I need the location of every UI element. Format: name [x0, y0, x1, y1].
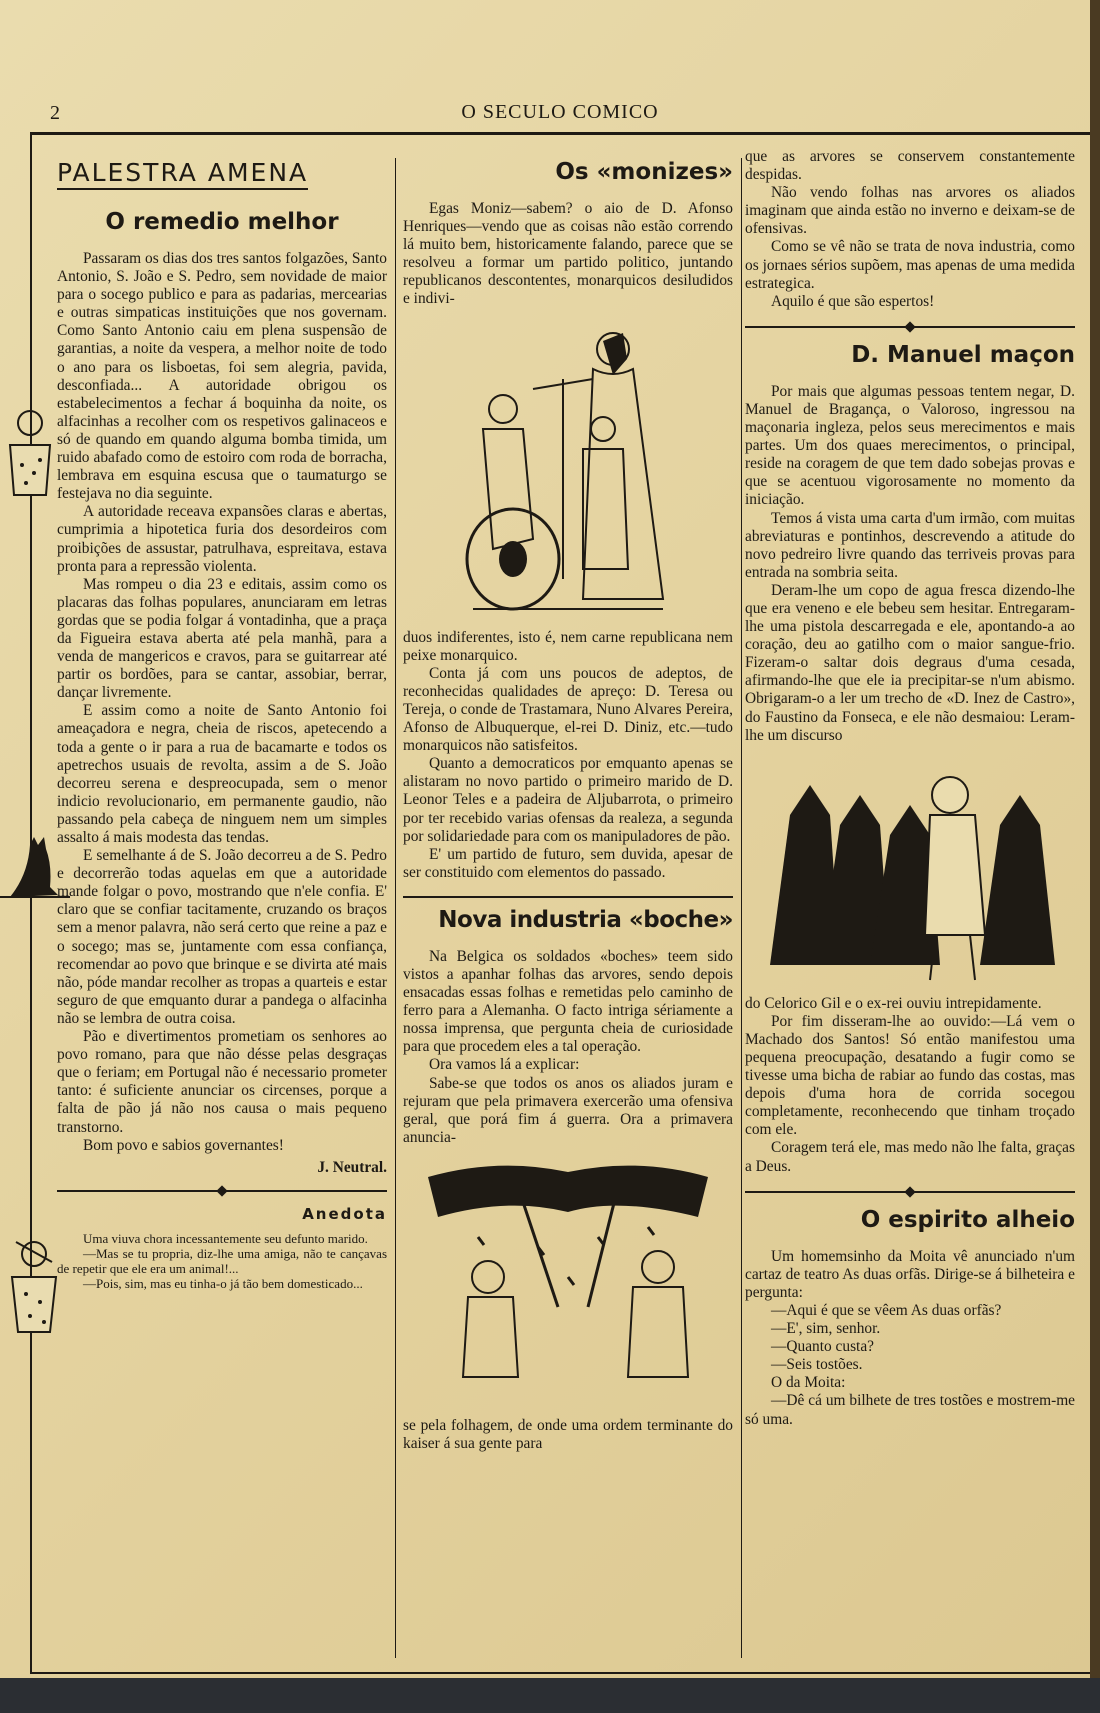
article-paragraph: Sabe-se que todos os anos os aliados juram e rejuram que pela primavera exercerão uma ofensiva geral, que porá fim á guerra. Ora a primavera anuncia-	[403, 1074, 733, 1146]
page-edge	[1090, 0, 1100, 1713]
article-paragraph: Pão e divertimentos prometiam os senhores ao povo romano, para que não désse pelas desgraças que o feriam; em Portugal não é necessario prometer tanto: é suficiente anunciar os circenses, porque a falta de pão já não nos causa o mais pequeno transtorno.	[57, 1028, 387, 1136]
article-paragraph: Ora vamos lá a explicar:	[429, 1056, 580, 1074]
article-paragraph: Na Belgica os soldados «boches» teem sido vistos a apanhar folhas das arvores, sendo depois ensacadas essas folhas e remetidas pelo caminho de ferro para a Alemanha. O facto intriga sériamente a nossa imprensa, que pergunta cheia de curiosidade para que procedem eles a tal operação.	[403, 947, 733, 1056]
dialogue-line: —Quanto custa?	[771, 1338, 875, 1356]
dialogue-line: —Aqui é que se vêem As duas orfãs?	[771, 1301, 1002, 1319]
column-3	[745, 148, 1075, 1429]
article-paragraph: E semelhante á de S. João decorreu a de S. Pedro e decorrerão todas aquelas em que a autoridade mande folgar o povo, mostrando que n'ele confia. E' claro que se confiar tacitamente, cruzando os braços sem a menor palavra, não será certo que reine a paz e o socego; mas se, juntamente com essa confiança, recomendar ao povo que brinque e se divirta até mais não, póde mandar recolher as tropas a quarteis e estar seguro de que emquanto durar a pandega o alfacinha não se lembra de outra coisa.	[57, 847, 387, 1027]
page-header	[30, 96, 1090, 135]
article-paragraph: Um homemsinho da Moita vê anunciado n'um cartaz de teatro As duas orfãs. Dirige-se á bilheteira e pergunta:	[745, 1247, 1075, 1301]
masthead: O SECULO COMICO	[461, 101, 659, 123]
dialogue-line: —Seis tostões.	[771, 1356, 863, 1374]
article-paragraph: E' um partido de futuro, sem duvida, apesar de ser constituido com elementos do passado.	[403, 845, 733, 881]
article-paragraph: que as arvores se conservem constantemente despidas.	[745, 148, 1075, 184]
ornamental-divider	[745, 323, 1075, 331]
article-title-monizes: Os «monizes»	[555, 159, 733, 185]
article-paragraph: Mas rompeu o dia 23 e editais, assim como os placaras das folhas populares, anunciaram em letras gordas que se podia folgar á vontadinha, que a praça da Figueira estava aberta até pela manhã, para a venda de mangericos e cravos, para se guitarrear até partir os bordões, para se cantar, assobiar, berrar, dançar livremente.	[57, 575, 387, 702]
dialogue-line: —E', sim, senhor.	[771, 1320, 881, 1338]
section-label: PALESTRA AMENA	[57, 158, 308, 190]
article-paragraph: Conta já com uns poucos de adeptos, de reconhecidas qualidades de apreço: D. Teresa ou Tereja, o conde de Trastamara, Nuno Alvares Pereira, Afonso de Albuquerque, el-rei D. Diniz, etc.—tudo monarquicos não satisfeitos.	[403, 664, 733, 755]
article-paragraph: Por mais que algumas pessoas tentem negar, D. Manuel de Bragança, o Valoroso, ingressou na maçonaria ingleza, pelos seus merecimentos e mais partes. Um dos quaes merecimentos, o principal, reside na coragem de que tem dado sobejas provas e que se acentuou vigorosamente no momento da iniciação.	[745, 382, 1075, 509]
column-rule-1	[395, 158, 396, 1658]
article-paragraph: A autoridade receava expansões claras e abertas, cumprimia a hipotetica furia dos desordeiros com proibições de assustar, patrulhava, espreitava, estava pronta para a repressão violenta.	[57, 503, 387, 575]
illustration-tree-soldiers	[418, 1157, 718, 1407]
article-title: O remedio melhor	[105, 209, 339, 235]
column-rule-2	[741, 158, 742, 1658]
article-paragraph: Passaram os dias dos tres santos folgazões, Santo Antonio, S. João e S. Pedro, sem novidade de maior para o socego publico e para as padarias, mercearias e outras simpaticas instituições que nos governam. Como Santo Antonio caiu em plena suspensão de garantias, a noite da vespera, a melhor noite de todo o ano para os lisboetas, foi sem alegria, pavida, desconfiada... A autoridade obrigou os estabelecimentos a fechar á boquinha da noite, os alfacinhas a recolher com os respetivos galinaceos e só de quando em quando alguma bomba timida, um ruido abafado como de estoiro com roda de borracha, lembrava em esquina escusa que o taumaturgo se festejava no dia seguinte.	[57, 250, 387, 503]
article-paragraph: Não vendo folhas nas arvores os aliados imaginam que ainda estão no inverno e deixam-se de ofensivas.	[745, 184, 1075, 238]
article-title-boche: Nova industria «boche»	[438, 906, 733, 933]
signature: J. Neutral.	[317, 1158, 387, 1176]
ornamental-divider	[745, 1188, 1075, 1196]
article-paragraph: Temos á vista uma carta d'um irmão, com muitas abreviaturas e pontinhos, descrevendo a atitude do novo pedreiro livre quando das terriveis provas para entrada na sombria seita.	[745, 509, 1075, 581]
margin-doll-figure-2	[0, 1232, 62, 1342]
article-paragraph: Egas Moniz—sabem? o aio de D. Afonso Henriques—vendo que as coisas não estão correndo lá muito bem, historicamente falando, parece que se resolveu a formar um partido politico, juntando republicanos descontentes, monarquicos desiludidos e indivi-	[403, 200, 733, 308]
anedota-box	[57, 1205, 387, 1291]
illustration-hooded-figures	[760, 755, 1060, 985]
article-paragraph: do Celorico Gil e o ex-rei ouviu intrepidamente.	[745, 994, 1042, 1012]
margin-doll-figure	[0, 405, 56, 505]
dialogue-line: —Dê cá um bilhete de tres tostões e mostrem-me só uma.	[745, 1392, 1075, 1428]
article-paragraph: Por fim disseram-lhe ao ouvido:—Lá vem o Machado dos Santos! Só então manifestou uma pequena preocupação, desatando a fugir como se tivesse uma bicha de rabiar ao fundo das costas, mas depois d'uma hora de corrida socegou completamente, reconhecendo que tinham troçado com ele.	[745, 1012, 1075, 1139]
dialogue-line: O da Moita:	[771, 1374, 846, 1392]
illustration-egas-moniz	[453, 319, 683, 619]
article-title-manuel: D. Manuel maçon	[851, 341, 1075, 368]
article-title-alheio: O espirito alheio	[860, 1206, 1075, 1233]
ornamental-divider	[57, 1187, 387, 1195]
anedota-title: Anedota	[302, 1204, 387, 1223]
article-paragraph: E assim como a noite de Santo Antonio foi ameaçadora e negra, cheia de riscos, apetecendo a toda a gente o ir para a rua de bacamarte e todos os apetrechos usuais de revolta, assim a de S. João decorreu serena e despreocupada, sem o menor indicio revolucionario, em permanente gaudio, não passando pela cabeça de ninguem nem um simples assalto á mais modesta das tendas.	[57, 702, 387, 846]
article-paragraph: Aquilo é que são espertos!	[771, 292, 935, 310]
article-paragraph: Coragem terá ele, mas medo não lhe falta, graças a Deus.	[745, 1139, 1075, 1175]
anedota-line: —Mas se tu propria, diz-lhe uma amiga, não te cançavas de repetir que ele era um animal!...	[57, 1245, 387, 1276]
page-number: 2	[50, 102, 60, 124]
column-1	[57, 158, 387, 1291]
anedota-line: Uma viuva chora incessantemente seu defunto marido.	[83, 1230, 368, 1246]
article-paragraph: se pela folhagem, de onde uma ordem terminante do kaiser á sua gente para	[403, 1416, 733, 1452]
anedota-line: —Pois, sim, mas eu tinha-o já tão bem domesticado...	[83, 1275, 363, 1291]
scan-bottom-edge	[0, 1678, 1100, 1713]
article-paragraph: Deram-lhe um copo de agua fresca dizendo-lhe que era veneno e ele bebeu sem hesitar. Entregaram-lhe uma pistola descarregada e ele, apontando-a ao coração, deu ao gatilho com o maior sangue-frio. Fizeram-o saltar dois degraus d'uma cesada, afirmando-lhe que ele ia precipitar-se n'um abismo. Obrigaram-o a ler um trecho de «D. Inez de Castro», do Faustino da Fonseca, e ele não desmaiou: Leram-lhe um discurso	[745, 581, 1075, 744]
article-paragraph: Bom povo e sabios governantes!	[83, 1136, 284, 1154]
article-paragraph: duos indiferentes, isto é, nem carne republicana nem peixe monarquico.	[403, 628, 733, 664]
article-paragraph: Quanto a democraticos por emquanto apenas se alistaram no novo partido o primeiro marido de D. Leonor Teles e a padeira de Aljubarrota, o primeiro por ter recebido varias ofensas da realeza, a segunda por solidariedade para com os manipuladores de pão.	[403, 755, 733, 845]
article-paragraph: Como se vê não se trata de nova industria, como os jornaes sérios supõem, mas apenas de uma medida estrategica.	[745, 238, 1075, 292]
column-2	[403, 150, 733, 1453]
section-divider	[403, 896, 733, 898]
